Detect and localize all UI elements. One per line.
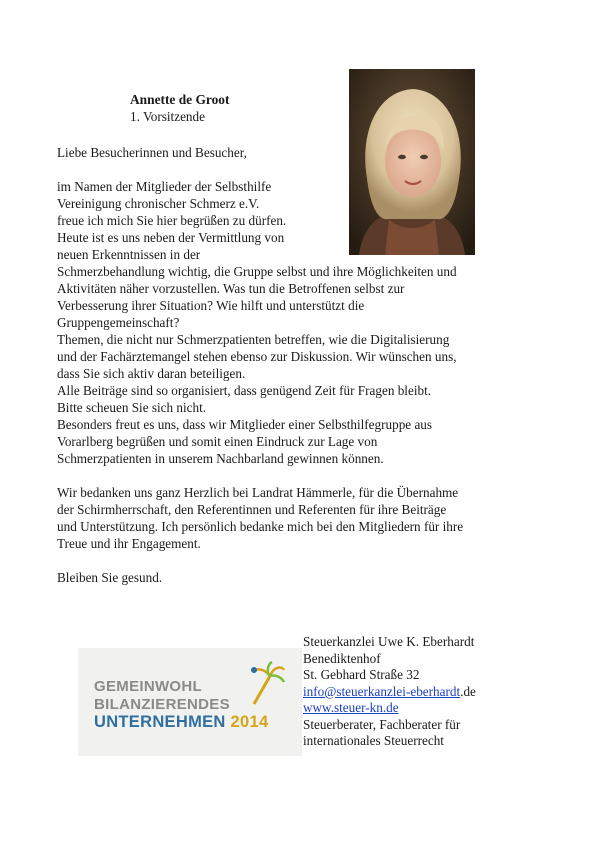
logo-word: UNTERNEHMEN <box>94 713 226 731</box>
text-line: Themen, die nicht nur Schmerzpatienten betreffen, wie die Digitalisierung <box>57 332 450 347</box>
street-address: St. Gebhard Straße 32 <box>303 667 420 682</box>
company-name: Steuerkanzlei Uwe K. Eberhardt <box>303 634 475 649</box>
text-line: und Unterstützung. Ich persönlich bedanke mich bei den Mitgliedern für ihre <box>57 519 464 534</box>
text-line: Bitte scheuen Sie sich nicht. <box>57 400 207 415</box>
text-line: Vereinigung chronischer Schmerz e.V. <box>57 196 260 211</box>
logo-line-1: GEMEINWOHL <box>94 678 202 695</box>
text-line: Vorarlberg begrüßen und somit einen Eindruck zur Lage von <box>57 434 378 449</box>
text-line: Treue und ihr Engagement. <box>57 536 201 551</box>
gemeinwohl-logo <box>78 648 302 756</box>
text-line: neuen Erkenntnissen in der <box>57 247 201 262</box>
email-suffix: .de <box>460 683 476 699</box>
website-link[interactable]: www.steuer-kn.de <box>303 700 399 715</box>
logo-line-3 <box>94 714 268 731</box>
author-role: 1. Vorsitzende <box>130 109 205 124</box>
logo-year: 2014 <box>230 713 269 731</box>
text-line: der Schirmherrschaft, den Referentinnen und Referenten für ihre Beiträge <box>57 502 447 517</box>
paragraph-gap <box>57 467 517 484</box>
text-line: Schmerzbehandlung wichtig, die Gruppe selbst und ihre Möglichkeiten und <box>57 264 457 279</box>
text-line: Wir bedanken uns ganz Herzlich bei Landrat Hämmerle, für die Übernahme <box>57 485 459 500</box>
author-name: Annette de Groot <box>130 92 230 107</box>
website-line <box>303 700 563 717</box>
building-name: Benediktenhof <box>303 650 381 666</box>
text-line: Aktivitäten näher vorzustellen. Was tun die Betroffenen selbst zur <box>57 281 405 296</box>
professional-title-2: internationales Steuerrecht <box>303 733 444 748</box>
email-link[interactable]: info@steuerkanzlei-eberhardt <box>303 683 461 699</box>
text-line: Verbesserung ihrer Situation? Wie hilft und unterstützt die <box>57 298 365 313</box>
text-line: und der Fachärztemangel stehen ebenso zur Diskussion. Wir wünschen uns, <box>57 349 457 364</box>
text-line: Schmerzpatienten in unserem Nachbarland gewinnen können. <box>57 451 384 466</box>
text-line: Besonders freut es uns, dass wir Mitglieder einer Selbsthilfegruppe aus <box>57 417 433 432</box>
salutation: Liebe Besucherinnen und Besucher, <box>57 145 247 160</box>
letter-body <box>57 178 517 552</box>
closing-line: Bleiben Sie gesund. <box>57 570 163 585</box>
text-line: Alle Beiträge sind so organisiert, dass genügend Zeit für Fragen bleibt. <box>57 383 432 398</box>
text-line: im Namen der Mitglieder der Selbsthilfe <box>57 179 272 194</box>
text-line: dass Sie sich aktiv daran beteiligen. <box>57 366 246 381</box>
text-line: Gruppengemeinschaft? <box>57 315 180 330</box>
intro-lines <box>57 178 312 263</box>
logo-line-2: BILANZIERENDES <box>94 696 230 713</box>
text-line: freue ich mich Sie hier begrüßen zu dürfen. <box>57 213 287 228</box>
palm-sun-icon <box>246 660 286 706</box>
address-block <box>303 634 563 750</box>
professional-title-1: Steuerberater, Fachberater für <box>303 716 461 732</box>
text-line: Heute ist es uns neben der Vermittlung von <box>57 230 285 245</box>
email-line <box>303 684 563 701</box>
